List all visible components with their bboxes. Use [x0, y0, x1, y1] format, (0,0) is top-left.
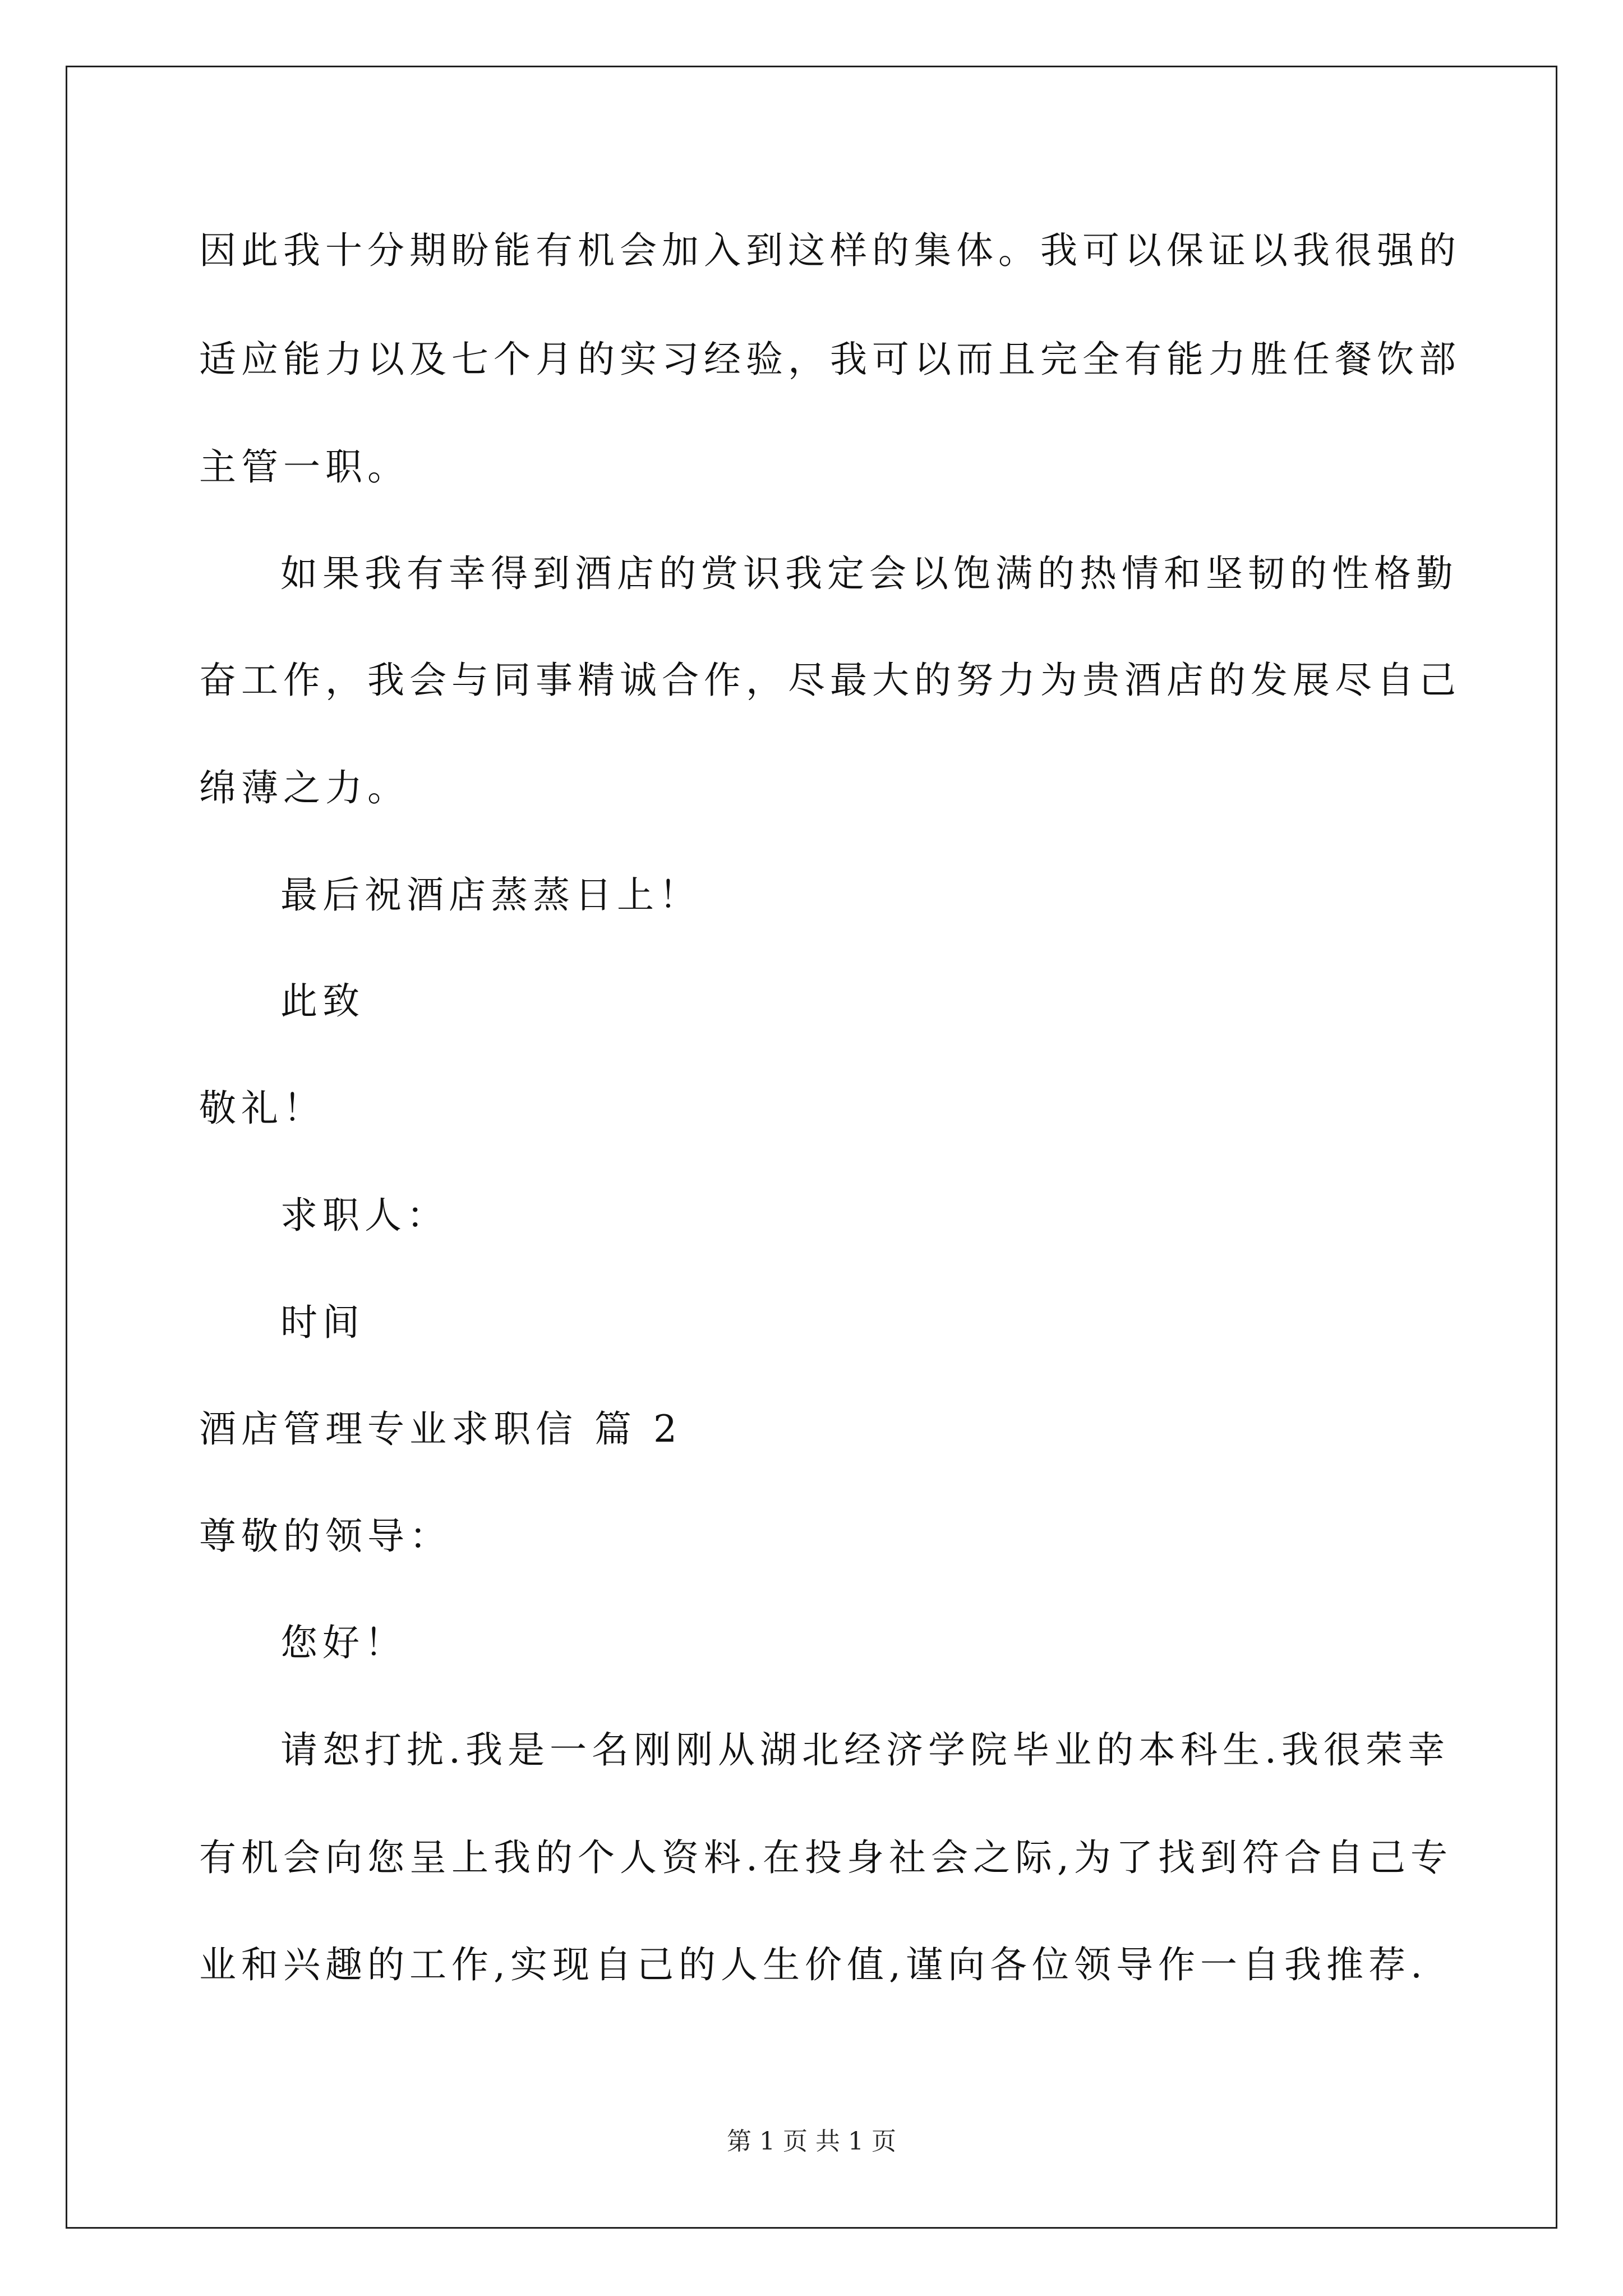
paragraph-line-1: 因此我十分期盼能有机会加入到这样的集体。我可以保证以我很强的: [199, 229, 1461, 272]
page-footer: 第 1 页 共 1 页: [727, 2127, 896, 2156]
closing-wish: 最后祝酒店蒸蒸日上！: [280, 873, 701, 917]
paragraph-line-17: 业和兴趣的工作,实现自己的人生价值,谨向各位领导作一自我推荐.: [199, 1943, 1427, 1986]
paragraph-line-4: 如果我有幸得到酒店的赏识我定会以饱满的热情和坚韧的性格勤: [280, 552, 1458, 595]
paragraph-line-15: 请恕打扰.我是一名刚刚从湖北经济学院毕业的本科生.我很荣幸: [280, 1728, 1450, 1772]
paragraph-line-5: 奋工作，我会与同事精诚合作，尽最大的努力为贵酒店的发展尽自己: [199, 659, 1461, 702]
paragraph-line-2: 适应能力以及七个月的实习经验，我可以而且完全有能力胜任餐饮部: [199, 338, 1461, 381]
salutation-zhizhi: 此致: [280, 979, 365, 1023]
hello-line: 您好！: [280, 1621, 407, 1664]
greeting-line: 尊敬的领导：: [199, 1515, 451, 1558]
paragraph-line-3: 主管一职。: [199, 445, 409, 489]
salutation-jingli: 敬礼！: [199, 1087, 325, 1130]
section-heading: 酒店管理专业求职信 篇 2: [199, 1407, 682, 1451]
date-label: 时间: [280, 1301, 365, 1344]
applicant-label: 求职人：: [280, 1194, 449, 1237]
paragraph-line-16: 有机会向您呈上我的个人资料.在投身社会之际,为了找到符合自己专: [199, 1836, 1453, 1879]
paragraph-line-6: 绵薄之力。: [199, 766, 409, 809]
page-border: [66, 66, 1557, 2229]
